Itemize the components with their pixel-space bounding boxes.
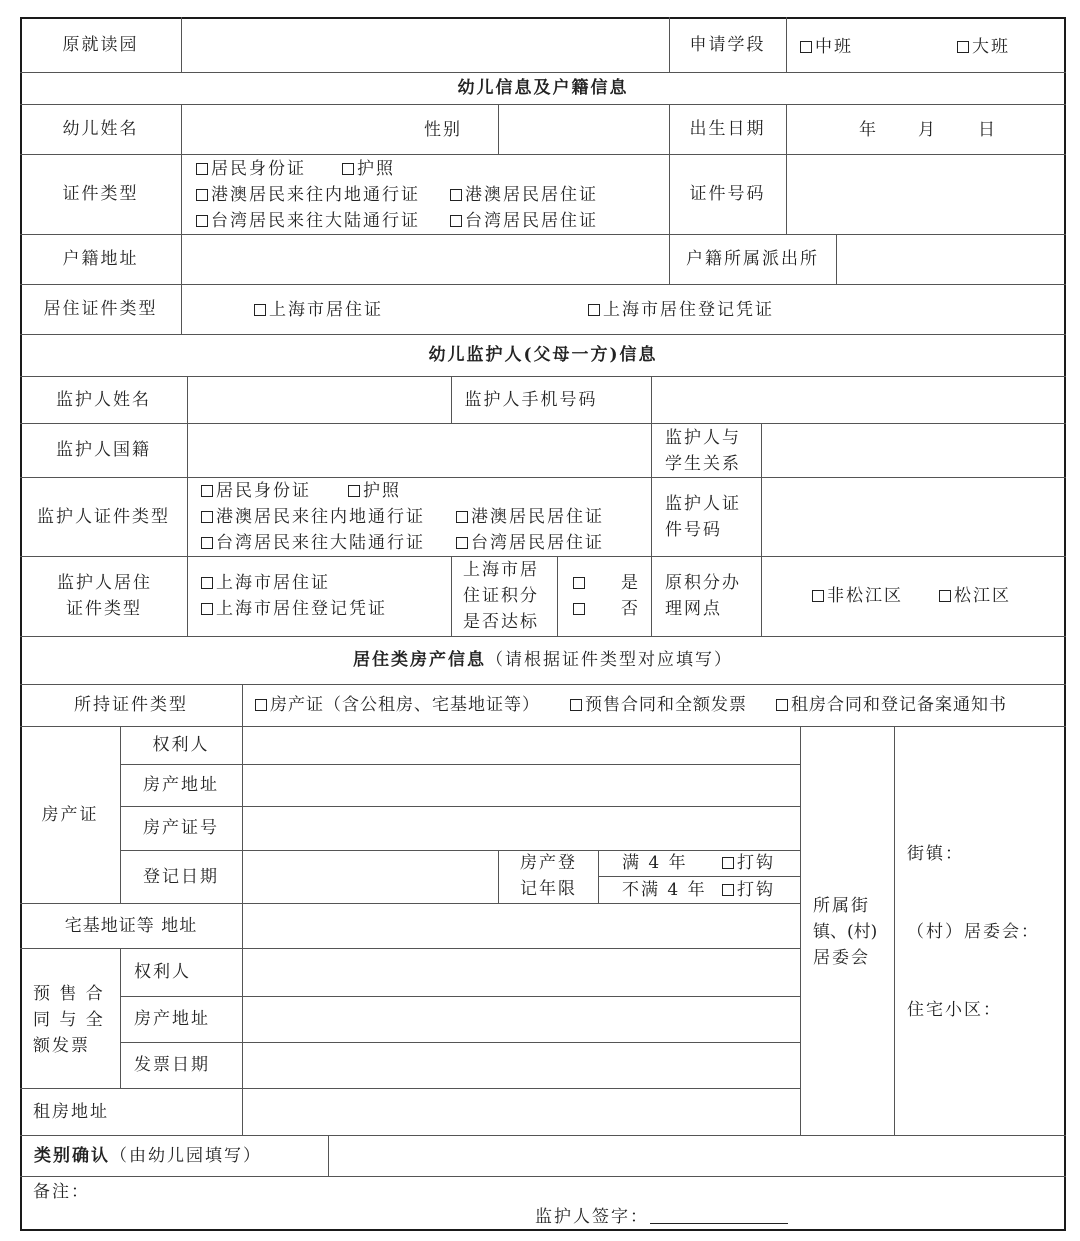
checkbox-icon <box>201 603 213 615</box>
checkbox-icon <box>776 699 788 711</box>
guardian-id-passport[interactable]: 护照 <box>348 478 401 504</box>
guardian-id-no-field[interactable] <box>761 477 1066 556</box>
checkbox-icon <box>812 590 824 602</box>
birth-month-label: 月 <box>918 120 937 140</box>
checkbox-icon <box>570 699 582 711</box>
rent-address-label: 租房地址 <box>33 1102 109 1122</box>
checkbox-icon <box>196 189 208 201</box>
property-cert-no-field[interactable] <box>242 806 800 850</box>
hukou-address-field[interactable] <box>181 234 669 284</box>
section-title-child: 幼儿信息及户籍信息 <box>457 78 629 98</box>
owner-label: 权利人 <box>152 735 210 755</box>
points-label-1: 上海市居 <box>463 560 539 580</box>
guardian-id-hkmo-permit[interactable]: 港澳居民来往内地通行证 <box>201 504 425 530</box>
points-yes-checkbox[interactable] <box>573 577 585 589</box>
full-4-years-tick[interactable]: 打钩 <box>722 850 775 876</box>
police-station-field[interactable] <box>836 234 1066 284</box>
checkbox-icon <box>201 485 213 497</box>
guardian-name-field[interactable] <box>187 376 451 423</box>
checkbox-icon <box>800 41 812 53</box>
points-no-label: 否 <box>621 599 640 619</box>
invoice-date-label: 发票日期 <box>134 1055 210 1075</box>
remark-label: 备注： <box>33 1182 90 1202</box>
guardian-res-sh-permit[interactable]: 上海市居住证 <box>201 570 330 596</box>
category-confirm-label <box>20 1135 328 1176</box>
section-title-property <box>20 636 1066 684</box>
section-title-guardian: 幼儿监护人(父母一方)信息 <box>428 345 658 365</box>
property-address-field[interactable] <box>242 764 800 806</box>
owner-field[interactable] <box>242 726 800 764</box>
community-label: 住宅小区： <box>907 1000 1002 1020</box>
signature-line[interactable] <box>650 1223 788 1224</box>
gender-field[interactable] <box>498 104 669 154</box>
presale-address-field[interactable] <box>242 996 800 1042</box>
guardian-phone-field[interactable] <box>651 376 1066 423</box>
rent-address-field[interactable] <box>242 1088 800 1135</box>
child-id-hkmo-permit[interactable]: 港澳居民来往内地通行证 <box>196 182 420 208</box>
guardian-id-tw-permit[interactable]: 台湾居民来往大陆通行证 <box>201 530 425 556</box>
child-name-label: 幼儿姓名 <box>62 119 139 139</box>
child-id-resident-card[interactable]: 居民身份证 <box>196 156 306 182</box>
reg-years-label-2: 记年限 <box>520 879 577 899</box>
points-office-label-2: 理网点 <box>665 599 722 619</box>
not-full-4-years-tick[interactable]: 打钩 <box>722 877 775 903</box>
street-label-1: 所属街 <box>813 896 870 916</box>
street-label-3: 居委会 <box>813 948 870 968</box>
homestead-address-field[interactable] <box>242 903 800 948</box>
child-id-tw-residence[interactable]: 台湾居民居住证 <box>450 208 598 234</box>
guardian-res-sh-registration[interactable]: 上海市居住登记凭证 <box>201 596 387 622</box>
cert-opt-property-deed[interactable]: 房产证（含公租房、宅基地证等） <box>255 692 540 718</box>
child-res-sh-registration[interactable]: 上海市居住登记凭证 <box>588 297 774 323</box>
registration-date-label: 登记日期 <box>143 866 219 887</box>
child-id-passport[interactable]: 护照 <box>342 156 395 182</box>
checkbox-icon <box>196 215 208 227</box>
checkbox-icon <box>722 857 734 869</box>
checkbox-icon <box>722 884 734 896</box>
checkbox-icon <box>450 215 462 227</box>
street-town-label: 街镇： <box>907 844 964 864</box>
category-confirm-field[interactable] <box>328 1135 1066 1176</box>
category-confirm-note: （由幼儿园填写） <box>110 1145 262 1166</box>
child-id-no-field[interactable] <box>786 154 1066 234</box>
guardian-relation-field[interactable] <box>761 423 1066 477</box>
property-cert-no-label: 房产证号 <box>143 818 219 838</box>
registration-date-field[interactable] <box>242 850 498 903</box>
child-name-field[interactable] <box>181 104 411 154</box>
guardian-res-label-2: 证件类型 <box>66 599 142 619</box>
guardian-id-no-label-1: 监护人证 <box>665 494 741 514</box>
checkbox-icon <box>957 41 969 53</box>
presale-owner-field[interactable] <box>242 948 800 996</box>
category-confirm-title: 类别确认 <box>34 1145 110 1166</box>
checkbox-icon <box>255 699 267 711</box>
checkbox-middle-class[interactable]: 中班 <box>800 34 853 60</box>
police-station-label: 户籍所属派出所 <box>686 249 819 269</box>
presale-label-1: 预 售 合 <box>33 984 105 1004</box>
points-label-3: 是否达标 <box>463 612 539 632</box>
birth-date-label: 出生日期 <box>689 119 766 139</box>
guardian-phone-label: 监护人手机号码 <box>464 389 598 410</box>
points-office-label-1: 原积分办 <box>665 573 741 593</box>
village-committee-label: （村）居委会： <box>907 922 1040 942</box>
office-songjiang[interactable]: 松江区 <box>939 583 1011 609</box>
child-id-no-label: 证件号码 <box>689 184 766 204</box>
guardian-relation-label-1: 监护人与 <box>665 428 741 448</box>
guardian-nationality-field[interactable] <box>187 423 651 477</box>
child-id-hkmo-residence[interactable]: 港澳居民居住证 <box>450 182 598 208</box>
checkbox-icon <box>450 189 462 201</box>
points-yes-label: 是 <box>621 573 640 593</box>
checkbox-icon <box>456 537 468 549</box>
cert-opt-presale[interactable]: 预售合同和全额发票 <box>570 692 747 718</box>
property-address-label: 房产地址 <box>143 775 219 795</box>
guardian-id-tw-residence[interactable]: 台湾居民居住证 <box>456 530 604 556</box>
presale-owner-label: 权利人 <box>134 962 191 982</box>
checkbox-icon <box>254 304 266 316</box>
points-no-checkbox[interactable] <box>573 603 585 615</box>
property-deed-label: 房产证 <box>41 804 99 825</box>
checkbox-senior-class[interactable]: 大班 <box>957 34 1010 60</box>
checkbox-icon <box>456 511 468 523</box>
property-title: 居住类房产信息 <box>353 650 486 670</box>
reg-years-label-1: 房产登 <box>520 853 577 873</box>
cert-type-label: 所持证件类型 <box>74 695 188 715</box>
guardian-id-resident-card[interactable]: 居民身份证 <box>201 478 311 504</box>
child-id-tw-permit[interactable]: 台湾居民来往大陆通行证 <box>196 208 420 234</box>
apply-stage-label: 申请学段 <box>689 34 766 55</box>
presale-address-label: 房产地址 <box>134 1009 210 1029</box>
hukou-address-label: 户籍地址 <box>62 249 139 269</box>
prev-kindergarten-field[interactable] <box>181 17 669 72</box>
presale-label-2: 同 与 全 <box>33 1010 105 1030</box>
checkbox-icon <box>348 485 360 497</box>
points-label-2: 住证积分 <box>463 586 539 606</box>
checkbox-icon <box>342 163 354 175</box>
birth-day-label: 日 <box>978 120 997 140</box>
child-id-type-label: 证件类型 <box>62 184 139 204</box>
office-non-songjiang[interactable]: 非松江区 <box>812 583 903 609</box>
property-title-note: （请根据证件类型对应填写） <box>486 650 733 670</box>
full-4-years-label: 满 4 年 <box>622 853 688 873</box>
checkbox-icon <box>939 590 951 602</box>
guardian-id-hkmo-residence[interactable]: 港澳居民居住证 <box>456 504 604 530</box>
homestead-address-label: 宅基地证等 地址 <box>64 915 198 936</box>
checkbox-icon <box>588 304 600 316</box>
presale-label-3: 额发票 <box>33 1036 90 1056</box>
guardian-id-no-label-2: 件号码 <box>665 520 722 540</box>
gender-label: 性别 <box>424 120 462 140</box>
checkbox-icon <box>201 537 213 549</box>
guardian-nationality-label: 监护人国籍 <box>56 440 151 460</box>
street-label-2: 镇、(村) <box>813 922 878 942</box>
birth-year-label: 年 <box>859 120 878 140</box>
guardian-id-type-label: 监护人证件类型 <box>37 506 170 527</box>
guardian-signature-label: 监护人签字： <box>535 1207 649 1227</box>
checkbox-icon <box>201 511 213 523</box>
not-full-4-years-label: 不满 4 年 <box>622 880 707 900</box>
residence-type-label: 居住证件类型 <box>43 299 158 319</box>
checkbox-icon <box>201 577 213 589</box>
prev-kindergarten-label: 原就读园 <box>62 34 139 55</box>
guardian-res-label-1: 监护人居住 <box>57 573 152 593</box>
checkbox-icon <box>196 163 208 175</box>
guardian-name-label: 监护人姓名 <box>56 389 151 410</box>
guardian-relation-label-2: 学生关系 <box>665 454 741 474</box>
child-res-sh-permit[interactable]: 上海市居住证 <box>254 297 383 323</box>
cert-opt-rental[interactable]: 租房合同和登记备案通知书 <box>776 692 1007 718</box>
invoice-date-field[interactable] <box>242 1042 800 1088</box>
